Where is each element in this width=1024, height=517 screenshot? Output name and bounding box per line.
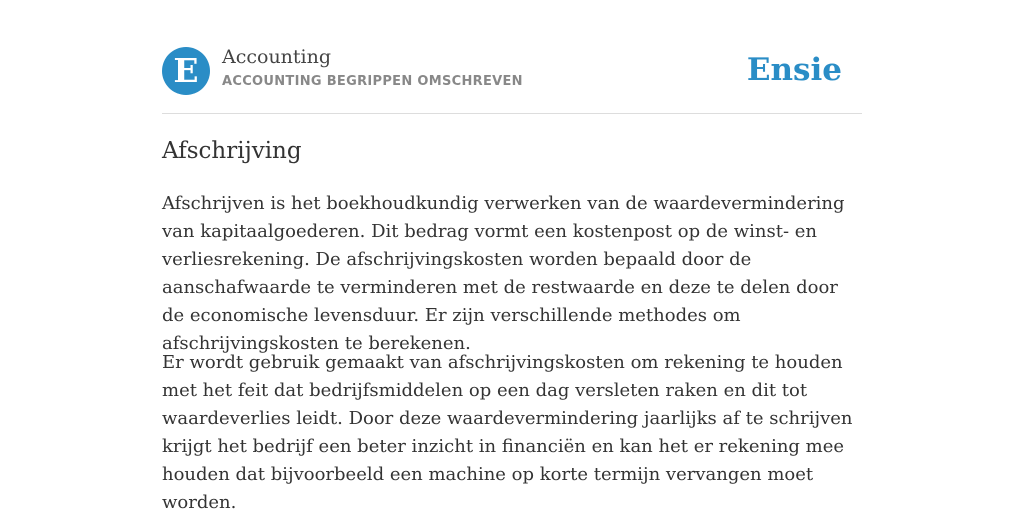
header — [162, 0, 862, 114]
site-logo[interactable]: E — [162, 47, 210, 95]
article-title: Afschrijving — [162, 138, 302, 164]
article-card — [162, 0, 862, 513]
site-title[interactable]: Accounting — [222, 46, 332, 68]
site-subtitle: ACCOUNTING BEGRIPPEN OMSCHREVEN — [222, 74, 523, 89]
article-paragraph-2: Er wordt gebruik gemaakt van afschrijvingskosten om rekening te houden met het feit dat bedrijfsmiddelen op een dag versleten raken en dit tot waardeverlies leidt. Door deze waardevermindering jaarlijks af te schrijven krijgt het bedrijf een beter inzicht in financiën en kan het er rekening mee houden dat bijvoorbeeld een machine op korte termijn vervangen moet worden. — [162, 352, 853, 513]
article-paragraph-1: Afschrijven is het boekhoudkundig verwerken van de waardevermindering van kapitaalgoederen. Dit bedrag vormt een kostenpost op de winst- en verliesrekening. De afschrijvingskosten worden bepaald door de aanschafwaarde te verminderen met de restwaarde en deze te delen door de economische levensduur. Er zijn verschillende methodes om afschrijvingskosten te berekenen. — [162, 193, 845, 354]
brand-logo[interactable]: Ensie — [746, 52, 842, 88]
